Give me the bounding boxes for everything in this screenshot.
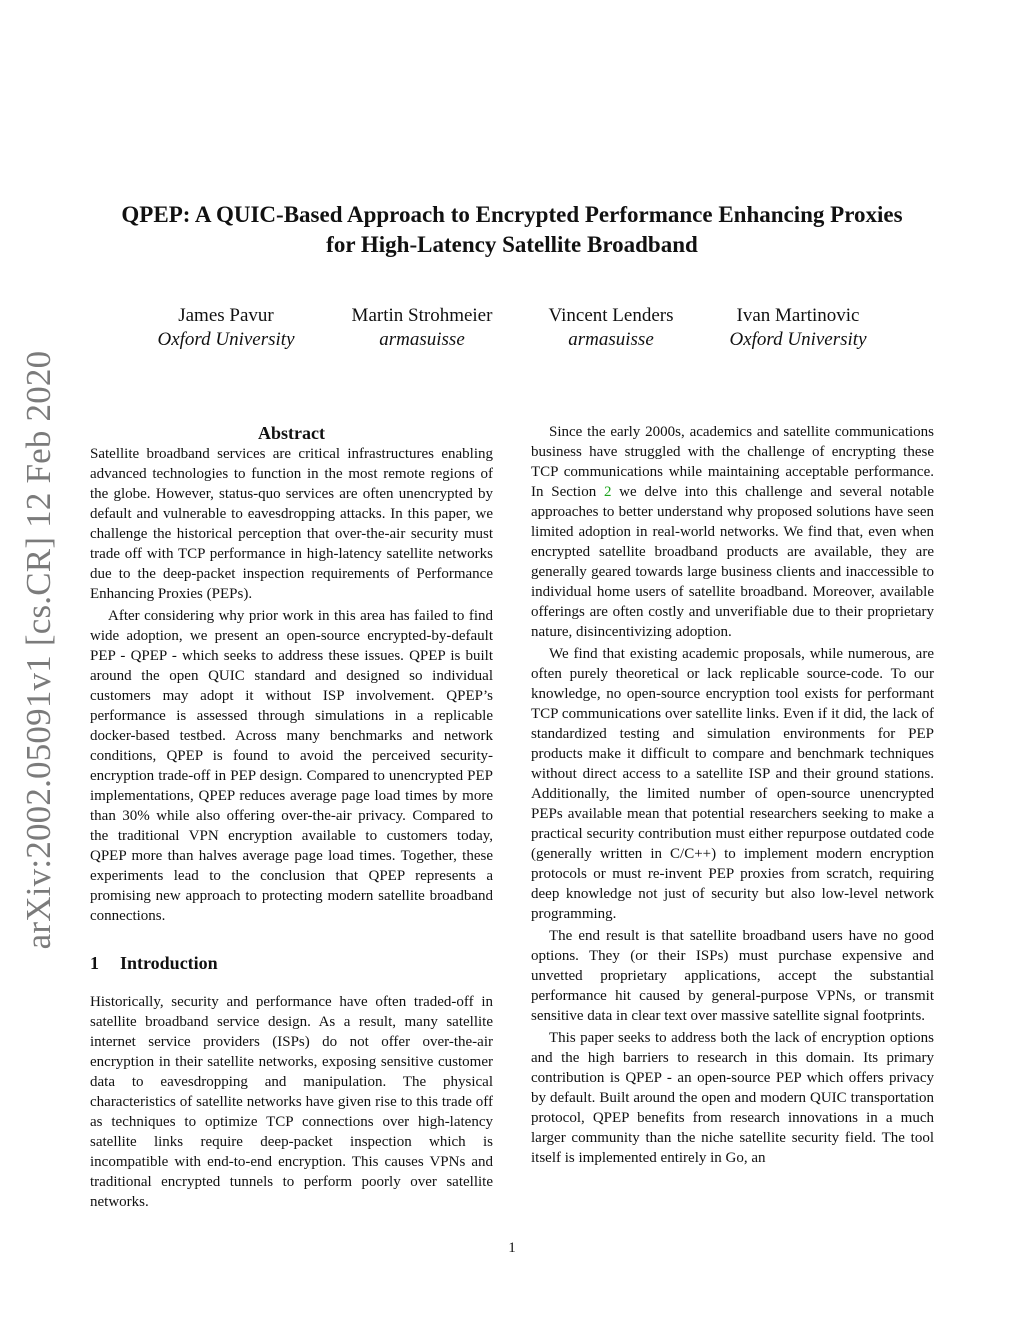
author-block: [729, 304, 866, 352]
body-paragraph: We find that existing academic proposals, while numerous, are often purely theoretical or lack replicable source-code. To our knowledge, no open-source encryption tool exists for performant TCP communications over satellite links. Even if it did, the lack of standardized testing and simulation environments for PEP products make it difficult to compare and benchmark techniques without direct access to a satellite ISP and their ground stations. Additionally, the limited number of open-source unencrypted PEPs available mean that potential researchers seeking to make a practical security contribution must either repurpose outdated code (generally written in C/C++) to implement modern encryption protocols or must re-invent PEP proxies from scratch, requiring deep knowledge not just of security but also low-level network programming.: [531, 646, 934, 922]
body-paragraph: This paper seeks to address both the lack of encryption options and the high barriers to research in this domain. Its primary contribution is QPEP - an open-source PEP which offers privacy by default. Built around the open and modern QUIC transportation protocol, QPEP benefits from research innovations in a much larger community than the niche satellite security field. The tool itself is implemented entirely in Go, an: [531, 1030, 934, 1166]
author-block: [157, 304, 294, 352]
right-column: [531, 422, 934, 1168]
paper-title: [90, 200, 934, 260]
author-affiliation: armasuisse: [568, 329, 654, 350]
abstract-paragraph: After considering why prior work in this area has failed to find wide adoption, we present an open-source encrypted-by-default PEP - QPEP - which seeks to address these issues. QPEP is built around the open QUIC standard and designed so individual customers may adopt it without ISP involvement. QPEP’s performance is assessed through simulations in a replicable docker-based testbed. Across many benchmarks and network conditions, QPEP is found to avoid the perceived security-encryption trade-off in PEP design. Compared to unencrypted PEP implementations, QPEP reduces average page load times by more than 30% while also offering over-the-air privacy. Compared to the traditional VPN encryption available to customers today, QPEP more than halves average page load times. Together, these experiments lead to the conclusion that QPEP represents a promising new approach to protecting modern satellite broadband connections.: [90, 608, 493, 924]
section-title: Introduction: [120, 953, 218, 973]
page-number: 1: [508, 1240, 516, 1256]
section-reference-link[interactable]: 2: [603, 484, 612, 500]
body-paragraph: [531, 422, 934, 642]
left-column: [90, 422, 493, 1212]
abstract-paragraph: Satellite broadband services are critical infrastructures enabling advanced technologies to function in the most remote regions of the globe. However, status-quo services are often unencrypted by default and vulnerable to eavesdropping attacks. In this paper, we challenge the historical perception that over-the-air security must trade off with TCP performance in high-latency satellite networks due to the deep-packet inspection requirements of Performance Enhancing Proxies (PEPs).: [90, 446, 493, 602]
arxiv-identifier: arXiv:2002.05091v1 [cs.CR] 12 Feb 2020: [19, 350, 58, 950]
abstract-heading: Abstract: [258, 423, 325, 443]
author-affiliation: Oxford University: [729, 329, 867, 350]
title-line-2: for High-Latency Satellite Broadband: [326, 232, 698, 257]
author-name: Vincent Lenders: [548, 305, 674, 326]
author-name: James Pavur: [178, 305, 274, 326]
text-run: Since the early 2000s, academics and satellite communications business have struggled with the challenge of encrypting these TCP communications while maintaining acceptable performance. In Section: [531, 424, 934, 500]
section-number: 1: [90, 953, 99, 973]
author-affiliation: armasuisse: [379, 329, 465, 350]
body-paragraph: The end result is that satellite broadband users have no good options. They (or their ISPs) must purchase expensive and unvetted proprietary applications, accept the substantial performance hit caused by general-purpose VPNs, or transmit sensitive data in clear text over massive satellite signal footprints.: [531, 928, 934, 1024]
author-block: [549, 304, 674, 352]
section-heading-introduction: [90, 952, 493, 974]
arxiv-identifier-stamp: [8, 350, 70, 950]
body-paragraph: Historically, security and performance have often traded-off in satellite broadband service design. As a result, many satellite internet service providers (ISPs) do not offer over-the-air encryption in their satellite networks, exposing sensitive customer data to eavesdropping and manipulation. The physical characteristics of satellite networks have given rise to this trade off as techniques to optimize TCP connections over high-latency satellite links require deep-packet inspection which is incompatible with end-to-end encryption. This causes VPNs and traditional encrypted tunnels to perform poorly over satellite networks.: [90, 994, 493, 1210]
author-affiliation: Oxford University: [157, 329, 295, 350]
author-block: [352, 304, 493, 352]
title-line-1: QPEP: A QUIC-Based Approach to Encrypted Performance Enhancing Proxies: [121, 202, 903, 227]
author-name: Ivan Martinovic: [736, 305, 860, 326]
text-run: we delve into this challenge and several notable approaches to better understand why proposed solutions have seen limited adoption in real-world networks. We find that, even when encrypted satellite broadband products are available, they are generally geared towards large business clients and inaccessible to individual home users of satellite broadband. Moreover, available offerings are often costly and unverifiable due to their proprietary nature, disincentivizing adoption.: [531, 484, 934, 640]
author-list: [90, 304, 934, 354]
author-name: Martin Strohmeier: [351, 305, 493, 326]
